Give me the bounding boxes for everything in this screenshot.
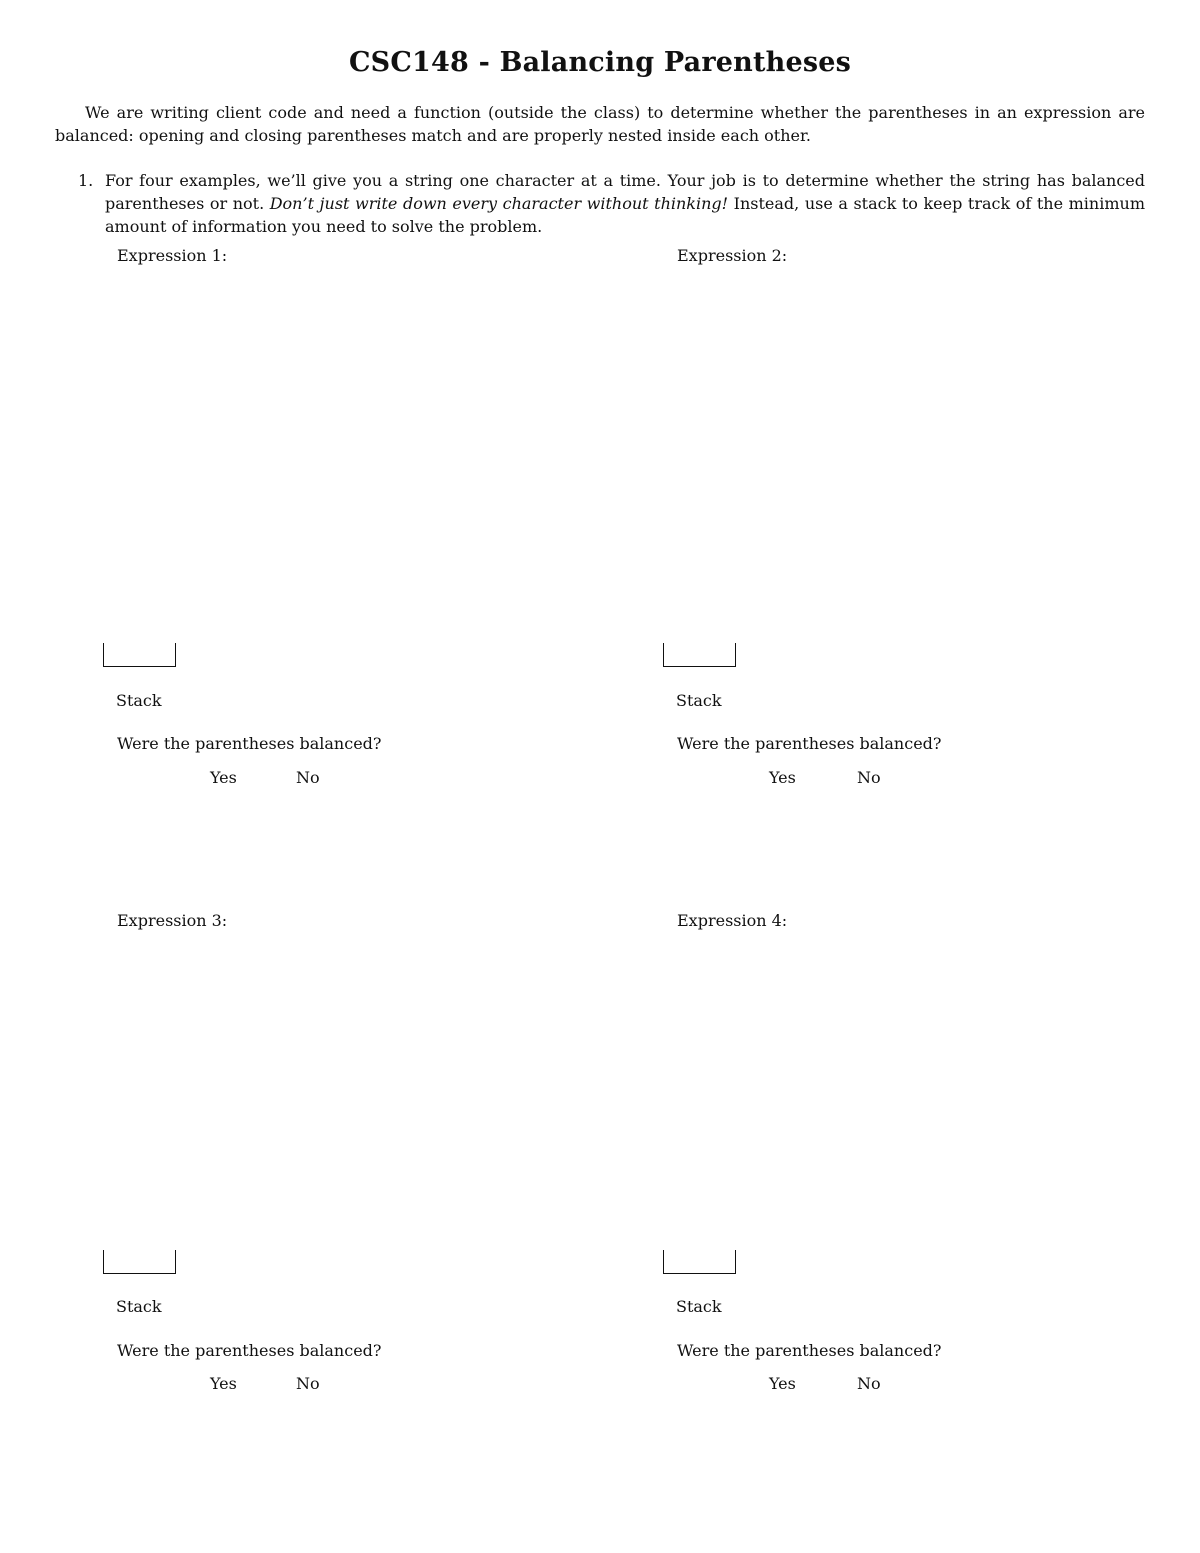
expression-3-stack-box — [103, 1250, 176, 1274]
expression-1-stack-box — [103, 643, 176, 667]
question-number: 1. — [78, 171, 94, 190]
expression-4-yes-option[interactable]: Yes — [769, 1374, 796, 1393]
expression-4-label: Expression 4: — [677, 911, 788, 930]
expression-2-balanced-question: Were the parentheses balanced? — [677, 734, 942, 753]
page-title: CSC148 - Balancing Parentheses — [348, 47, 852, 78]
expression-3-balanced-question: Were the parentheses balanced? — [117, 1341, 382, 1360]
question-text — [105, 169, 1145, 238]
expression-1-no-option[interactable]: No — [296, 768, 320, 787]
expression-1-label: Expression 1: — [117, 246, 228, 265]
expression-2-stack-box — [663, 643, 736, 667]
expression-3-label: Expression 3: — [117, 911, 228, 930]
expression-1-balanced-question: Were the parentheses balanced? — [117, 734, 382, 753]
question-text-emphasis: Don’t just write down every character without thinking! — [269, 194, 729, 213]
expression-3-stack-label: Stack — [116, 1297, 162, 1316]
expression-3-no-option[interactable]: No — [296, 1374, 320, 1393]
expression-3-yes-option[interactable]: Yes — [210, 1374, 237, 1393]
expression-4-stack-label: Stack — [676, 1297, 722, 1316]
expression-4-balanced-question: Were the parentheses balanced? — [677, 1341, 942, 1360]
expression-2-stack-label: Stack — [676, 691, 722, 710]
expression-2-label: Expression 2: — [677, 246, 788, 265]
expression-1-yes-option[interactable]: Yes — [210, 768, 237, 787]
expression-1-stack-label: Stack — [116, 691, 162, 710]
expression-4-stack-box — [663, 1250, 736, 1274]
expression-2-no-option[interactable]: No — [857, 768, 881, 787]
question-text-part1: For four examples, we’ll give you a string one character at a time. Your job is to determine whether the string has balanced parentheses or not. — [105, 171, 1145, 213]
question-text-part2: Instead, use a stack to keep track of the minimum amount of information you need to solve the problem. — [105, 194, 1145, 236]
intro-paragraph: We are writing client code and need a function (outside the class) to determine whether the parentheses in an expression are balanced: opening and closing parentheses match and are properly nested inside each other. — [55, 103, 1145, 145]
expression-2-yes-option[interactable]: Yes — [769, 768, 796, 787]
expression-4-no-option[interactable]: No — [857, 1374, 881, 1393]
